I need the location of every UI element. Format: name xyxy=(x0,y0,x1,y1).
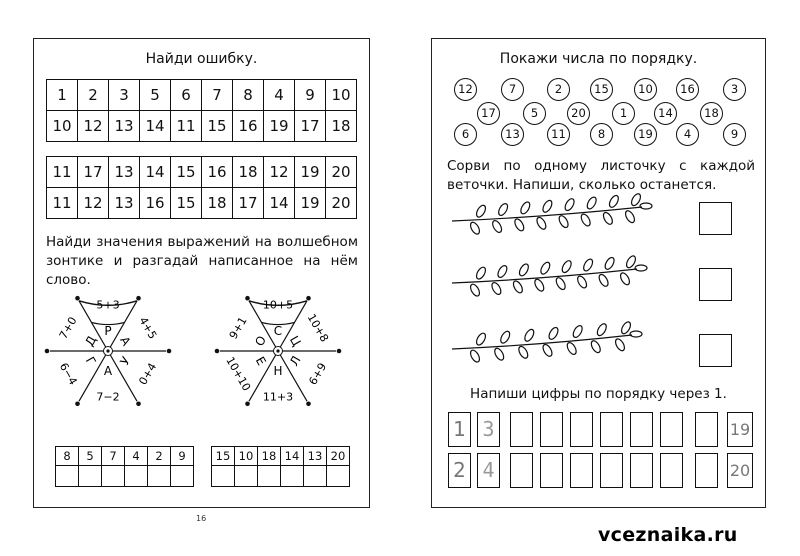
umbrella-letter: Д xyxy=(82,333,100,349)
leaf xyxy=(469,349,482,364)
grid-cell: 17 xyxy=(295,111,326,142)
umbrella-letter: Ц xyxy=(286,333,304,349)
grid-cell: 15 xyxy=(202,111,233,142)
leaf xyxy=(590,339,603,354)
umbrella-expression: 0+4 xyxy=(136,360,160,388)
leaf xyxy=(519,201,532,216)
umbrella-expression: 5+3 xyxy=(96,298,120,312)
umbrella-letter: Н xyxy=(273,364,283,378)
leaf xyxy=(491,219,504,234)
grid-cell: 17 xyxy=(233,188,264,219)
grid-cell: 10 xyxy=(47,111,78,142)
answer-letter-cell[interactable] xyxy=(125,466,148,487)
umbrella-task-text: Найди значения выражений на волшебном зонтике и разгадай написанное на нём слово. xyxy=(46,234,358,288)
answer-letter-cell[interactable] xyxy=(281,466,304,487)
sequence-cell[interactable] xyxy=(660,412,683,447)
answer-number-cell: 8 xyxy=(56,447,79,466)
leaf xyxy=(557,214,570,229)
sequence-cell[interactable] xyxy=(630,412,653,447)
sequence-cell[interactable] xyxy=(630,453,653,488)
umbrella-expression: 6+9 xyxy=(306,360,330,388)
answer-number-cell: 18 xyxy=(258,447,281,466)
leaf xyxy=(640,203,652,209)
leaf xyxy=(565,341,578,356)
number-circle[interactable]: 11 xyxy=(547,123,570,146)
umbrella-tip xyxy=(337,349,342,354)
branches-illustration xyxy=(452,191,662,366)
leaf xyxy=(541,343,554,358)
grid-cell: 7 xyxy=(202,80,233,111)
answer-letter-cell[interactable] xyxy=(258,466,281,487)
leaf xyxy=(619,271,632,286)
answer-number-cell: 4 xyxy=(125,447,148,466)
leaf xyxy=(602,211,615,226)
number-circle[interactable]: 19 xyxy=(634,123,657,146)
number-circle[interactable]: 14 xyxy=(654,102,677,125)
answer-letter-cell[interactable] xyxy=(79,466,102,487)
leaf xyxy=(547,326,560,341)
grid-cell: 4 xyxy=(264,80,295,111)
leaf xyxy=(597,273,610,288)
umbrella-1 xyxy=(42,281,174,421)
leaf xyxy=(523,328,536,343)
answer-letter-cell[interactable] xyxy=(171,466,194,487)
umbrella-tip xyxy=(75,296,80,301)
umbrella-letter: Р xyxy=(104,324,112,338)
grid-cell: 17 xyxy=(78,157,109,188)
grid-cell: 18 xyxy=(326,111,357,142)
grid-cell: 16 xyxy=(202,157,233,188)
umbrella-expression: 11+3 xyxy=(262,390,294,404)
number-circle[interactable]: 18 xyxy=(700,102,723,125)
grid-cell: 9 xyxy=(295,80,326,111)
umbrella-tip xyxy=(306,402,311,407)
sequence-cell[interactable] xyxy=(540,412,563,447)
leaf xyxy=(635,265,647,271)
number-circle[interactable]: 8 xyxy=(590,123,613,146)
answer-letter-cell[interactable] xyxy=(304,466,327,487)
leaf xyxy=(571,324,584,339)
leaf xyxy=(499,330,512,345)
answer-letter-cell[interactable] xyxy=(235,466,258,487)
answer-letter-cell[interactable] xyxy=(102,466,125,487)
leaf xyxy=(517,345,530,360)
umbrella-tip xyxy=(245,402,250,407)
umbrella-tip xyxy=(306,296,311,301)
number-circle[interactable]: 4 xyxy=(676,123,699,146)
answer-letter-cell[interactable] xyxy=(212,466,235,487)
leaf xyxy=(513,218,526,233)
umbrella-expression: 6−4 xyxy=(56,360,80,388)
grid-cell: 12 xyxy=(78,188,109,219)
leaf xyxy=(469,221,482,236)
umbrella-tip xyxy=(215,349,220,354)
leaf xyxy=(469,283,482,298)
umbrella-letter: А xyxy=(103,364,113,378)
umbrella-expression: 9+1 xyxy=(226,314,250,342)
grid-cell: 3 xyxy=(109,80,140,111)
leaf xyxy=(539,261,552,276)
umbrella-letter: Л xyxy=(286,353,304,369)
leaf xyxy=(624,209,637,224)
number-grid-2 xyxy=(46,156,357,219)
sequence-cell[interactable] xyxy=(660,453,683,488)
grid-cell: 16 xyxy=(233,111,264,142)
sequence-cell[interactable] xyxy=(600,412,623,447)
umbrella-expression: 4+5 xyxy=(136,314,160,342)
leaf xyxy=(576,275,589,290)
number-circle[interactable]: 9 xyxy=(723,123,746,146)
grid-cell: 20 xyxy=(326,188,357,219)
answer-number-cell: 5 xyxy=(79,447,102,466)
page-number: 16 xyxy=(196,514,207,523)
answer-table-1 xyxy=(55,446,194,487)
grid-cell: 13 xyxy=(109,157,140,188)
leaf xyxy=(497,202,510,217)
umbrella-letter: Е xyxy=(252,354,269,368)
sequence-cell[interactable]: 20 xyxy=(727,453,753,488)
grid-cell: 13 xyxy=(109,111,140,142)
grid-cell: 1 xyxy=(47,80,78,111)
answer-number-cell: 7 xyxy=(102,447,125,466)
leaf xyxy=(563,197,576,212)
leaf xyxy=(585,196,598,211)
umbrella-tip xyxy=(167,349,172,354)
number-circle[interactable]: 10 xyxy=(634,78,657,101)
sequence-cell[interactable] xyxy=(570,412,593,447)
number-circle[interactable]: 6 xyxy=(454,123,477,146)
number-circle[interactable]: 17 xyxy=(477,102,500,125)
leaf xyxy=(512,280,525,295)
sequence-task-text: Напиши цифры по порядку через 1. xyxy=(470,386,727,402)
number-circle[interactable]: 5 xyxy=(523,102,546,125)
answer-number-cell: 20 xyxy=(327,447,350,466)
leaf xyxy=(554,276,567,291)
leaf xyxy=(475,204,488,219)
umbrella-tip xyxy=(75,402,80,407)
sequence-cell[interactable]: 4 xyxy=(477,453,500,488)
umbrella-tip xyxy=(245,296,250,301)
leaf xyxy=(603,256,616,271)
umbrella-letter: С xyxy=(273,324,283,338)
grid-cell: 13 xyxy=(109,188,140,219)
branch-stem xyxy=(452,269,637,283)
grid-cell: 16 xyxy=(140,188,171,219)
umbrella-2 xyxy=(212,281,344,421)
answer-box-3[interactable] xyxy=(699,334,732,367)
leaf xyxy=(475,266,488,281)
answer-number-cell: 15 xyxy=(212,447,235,466)
number-circle[interactable]: 3 xyxy=(723,78,746,101)
grid-cell: 15 xyxy=(171,157,202,188)
leaf xyxy=(493,347,506,362)
answer-number-cell: 14 xyxy=(281,447,304,466)
leaf xyxy=(560,259,573,274)
leaf xyxy=(475,332,488,347)
umbrella-center-dot xyxy=(106,349,109,352)
umbrella-tip xyxy=(136,402,141,407)
answer-table-2 xyxy=(211,446,350,487)
grid-cell: 8 xyxy=(233,80,264,111)
umbrella-letter: А xyxy=(117,333,134,349)
number-circle[interactable]: 7 xyxy=(501,78,524,101)
grid-cell: 12 xyxy=(78,111,109,142)
branches-task-text: Сорви по одному листочку с каждой веточки. Напиши, сколько останется. xyxy=(447,158,755,193)
umbrella-letter: У xyxy=(117,354,134,368)
grid-cell: 19 xyxy=(295,157,326,188)
grid-cell: 12 xyxy=(264,157,295,188)
umbrella-expression: 10+5 xyxy=(262,298,294,312)
sequence-cell[interactable] xyxy=(540,453,563,488)
leaf xyxy=(608,194,621,209)
answer-letter-cell[interactable] xyxy=(56,466,79,487)
sequence-cell[interactable] xyxy=(600,453,623,488)
answer-number-cell: 9 xyxy=(171,447,194,466)
grid-cell: 18 xyxy=(202,188,233,219)
sequence-cell[interactable]: 19 xyxy=(727,412,753,447)
branch-stem xyxy=(452,207,642,221)
number-circle[interactable]: 20 xyxy=(567,102,590,125)
sequence-cell[interactable]: 3 xyxy=(477,412,500,447)
number-circle[interactable]: 15 xyxy=(590,78,613,101)
left-page xyxy=(33,38,370,508)
grid-cell: 11 xyxy=(171,111,202,142)
leaf xyxy=(579,213,592,228)
grid-cell: 11 xyxy=(47,157,78,188)
umbrella-expression: 10+8 xyxy=(304,311,331,345)
umbrella-tip xyxy=(136,296,141,301)
sequence-cell[interactable]: 2 xyxy=(448,453,471,488)
grid-cell: 14 xyxy=(264,188,295,219)
leaf xyxy=(496,264,509,279)
grid-cell: 19 xyxy=(295,188,326,219)
number-circle[interactable]: 12 xyxy=(454,78,477,101)
grid-cell: 19 xyxy=(264,111,295,142)
leaf xyxy=(582,258,595,273)
order-title: Покажи числа по порядку. xyxy=(499,51,698,67)
grid-cell: 14 xyxy=(140,157,171,188)
umbrella-center-dot xyxy=(276,349,279,352)
leaf xyxy=(490,281,503,296)
leaf xyxy=(630,331,642,337)
number-circle[interactable]: 13 xyxy=(501,123,524,146)
sequence-cell[interactable]: 1 xyxy=(448,412,471,447)
leaf xyxy=(541,199,554,214)
grid-cell: 18 xyxy=(233,157,264,188)
leaf xyxy=(535,216,548,231)
leaf xyxy=(596,322,609,337)
leaf xyxy=(614,337,627,352)
right-page xyxy=(431,38,766,508)
umbrella-expression: 7−2 xyxy=(96,390,120,404)
umbrella-letter: Г xyxy=(82,354,99,368)
answer-number-cell: 13 xyxy=(304,447,327,466)
sequence-cell[interactable] xyxy=(695,412,718,447)
grid-cell: 10 xyxy=(326,80,357,111)
sequence-cell[interactable] xyxy=(510,412,533,447)
umbrella-letter: О xyxy=(252,333,270,349)
umbrella-expression: 7+0 xyxy=(56,314,80,342)
watermark: vceznaika.ru xyxy=(598,524,738,546)
number-circle[interactable]: 16 xyxy=(676,78,699,101)
number-circle[interactable]: 1 xyxy=(612,102,635,125)
grid-cell: 15 xyxy=(171,188,202,219)
answer-letter-cell[interactable] xyxy=(327,466,350,487)
sequence-cell[interactable] xyxy=(695,453,718,488)
answer-letter-cell[interactable] xyxy=(148,466,171,487)
sequence-cell[interactable] xyxy=(510,453,533,488)
number-circle[interactable]: 2 xyxy=(547,78,570,101)
grid-cell: 14 xyxy=(140,111,171,142)
answer-box-2[interactable] xyxy=(699,268,732,301)
umbrella-expression: 10+10 xyxy=(223,354,254,394)
answer-box-1[interactable] xyxy=(699,202,732,235)
grid-cell: 5 xyxy=(140,80,171,111)
find-error-title: Найди ошибку. xyxy=(145,51,258,67)
leaf xyxy=(518,263,531,278)
grid-cell: 6 xyxy=(171,80,202,111)
grid-cell: 11 xyxy=(47,188,78,219)
umbrella-tip xyxy=(45,349,50,354)
answer-number-cell: 2 xyxy=(148,447,171,466)
answer-number-cell: 10 xyxy=(235,447,258,466)
leaf xyxy=(533,278,546,293)
sequence-cell[interactable] xyxy=(570,453,593,488)
branch-stem xyxy=(452,335,632,349)
grid-cell: 2 xyxy=(78,80,109,111)
number-grid-1 xyxy=(46,79,357,142)
grid-cell: 20 xyxy=(326,157,357,188)
